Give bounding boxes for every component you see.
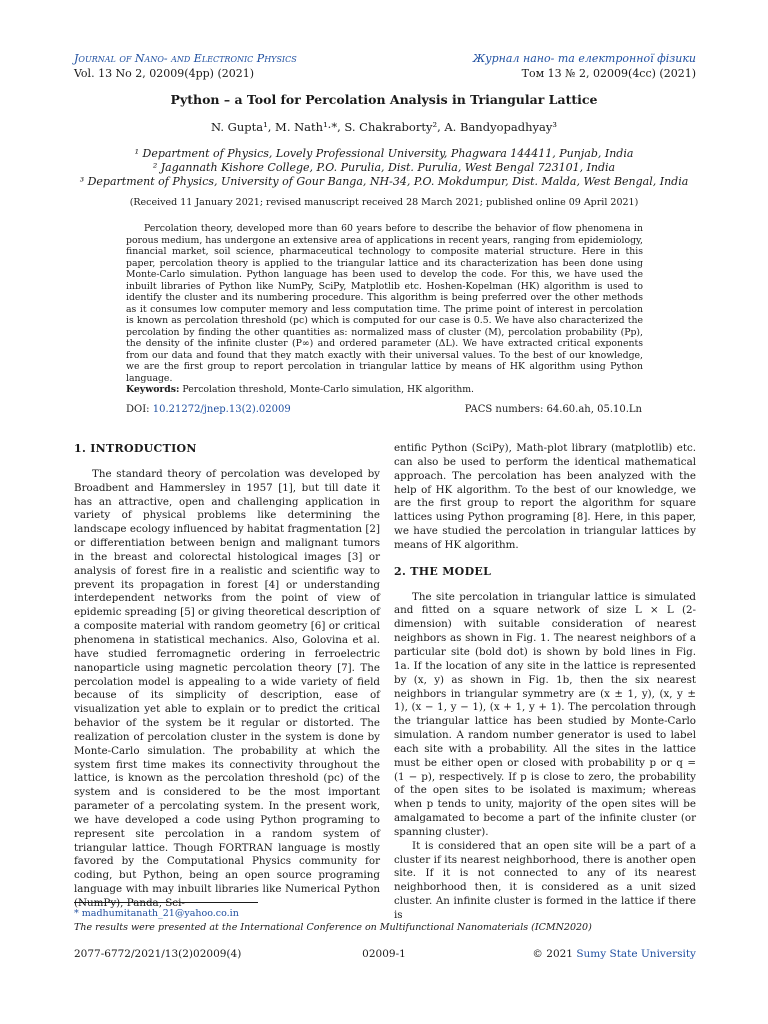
keywords-label: Keywords: xyxy=(126,384,180,395)
copyright xyxy=(532,948,696,960)
publisher-link[interactable]: Sumy State University xyxy=(576,948,696,960)
page-number: 02009-1 xyxy=(362,948,406,960)
left-column xyxy=(74,442,380,911)
issn-code: 2077-6772/2021/13(2)02009(4) xyxy=(74,948,242,960)
model-paragraph-2: It is considered that an open site will be a part of a cluster if its nearest neighborhood, there is another open site. If it is not connected to any of its nearest neighborhood then, it is considered as a unit sized cluster. An infinite cluster is formed in the lattice if there is xyxy=(394,839,696,921)
conference-note: The results were presented at the International Conference on Multifunctional Nanomaterials (ICMN2020) xyxy=(74,922,592,933)
footnote-divider xyxy=(74,902,258,903)
keywords-text: Percolation threshold, Monte-Carlo simulation, HK algorithm. xyxy=(179,384,475,395)
journal-name-uk: Журнал нано- та електронної фізики xyxy=(472,52,696,65)
affiliation-1: ¹ Department of Physics, Lovely Professional University, Phagwara 144411, Punjab, India xyxy=(134,147,634,160)
pacs-numbers: PACS numbers: 64.60.ah, 05.10.Ln xyxy=(464,404,642,415)
section-heading-introduction: 1. INTRODUCTION xyxy=(74,442,197,455)
paper-title: Python – a Tool for Percolation Analysis in Triangular Lattice xyxy=(170,92,598,107)
section-heading-model: 2. THE MODEL xyxy=(394,564,492,578)
received-dates: (Received 11 January 2021; revised manuscript received 28 March 2021; published online 09 April 2021) xyxy=(129,197,639,208)
right-column xyxy=(394,442,696,923)
intro-paragraph-1: The standard theory of percolation was developed by Broadbent and Hammersley in 1957 [1], but till date it has an attractive, open and challenging application in variety of physical problems like determining the landscape ecology influenced by habitat fragmentation [2] or differentiation between benign and malignant tumors in the breast and colorectal histological images [3] or analysis of forest fire in a realistic and scientific way to prevent its propagation in forest [4] or understanding interdependent networks from the point of view of epidemic spreading [5] or giving theoretical description of a composite material with random geometry [6] or critical phenomena in statistical mechanics. Also, Golovina et al. have studied ferromagnetic ordering in ferroelectric nanoparticle using magnetic percolation theory [7]. The percolation model is appealing to a wide variety of field because of its simplicity of description, ease of visualization yet able to explain or to predict the critical behavior of the system be it regular or distorted. The realization of percolation cluster in the system is done by Monte-Carlo simulation. The probability at which the system first time makes its connectivity throughout the lattice, is known as the percolation threshold (pc) of the system and is considered to be the most important parameter of a percolating system. In the present work, we have developed a code using Python programing to represent site percolation in a random system of triangular lattice. Though FORTRAN language is mostly favored by the Computational Physics community for coding, but Python, being an open source programing language with may inbuilt libraries like Numerical Python (NumPy), Panda, Sci- xyxy=(74,467,380,909)
affiliation-2: ² Jagannath Kishore College, P.O. Purulia, Dist. Purulia, West Bengal 723101, India xyxy=(152,161,616,174)
model-paragraph-1: The site percolation in triangular lattice is simulated and fitted on a square network of size L × L (2-dimension) with suitable consideration of nearest neighbors as shown in Fig. 1. The nearest neighbors of a particular site (bold dot) is shown by bold lines in Fig. 1a. If the location of any site in the lattice is represented by (x, y) as shown in Fig. 1b, then the six nearest neighbors in triangular symmetry are (x ± 1, y), (x, y ± 1), (x − 1, y − 1), (x + 1, y + 1). The percolation through the triangular lattice has been studied by Monte-Carlo simulation. A random number generator is used to label each site with a probability. All the sites in the lattice must be either open or closed with probability p or q = (1 − p), respectively. If p is close to zero, the probability of the open sites to be isolated is maximum; whereas when p tends to unity, majority of the open sites will be amalgamated to become a part of the infinite cluster (or spanning cluster). xyxy=(394,590,696,838)
copyright-text: © 2021 xyxy=(532,948,577,960)
corresponding-email-link[interactable]: * madhumitanath_21@yahoo.co.in xyxy=(74,908,239,919)
doi xyxy=(126,404,291,415)
volume-info-en: Vol. 13 No 2, 02009(4pp) (2021) xyxy=(74,67,255,80)
intro-paragraph-2: entific Python (SciPy), Math-plot library (matplotlib) etc. can also be used to perform the identical mathematical approach. The percolation has been analyzed with the help of HK algorithm. To the best of our knowledge, we are the first group to report the algorithm for square lattices using Python programing [8]. Here, in this paper, we have studied the percolation in triangular lattices by means of HK algorithm. xyxy=(394,442,696,551)
journal-name-en: Journal of Nano- and Electronic Physics xyxy=(74,52,297,65)
author-list: N. Gupta¹, M. Nath¹·*, S. Chakraborty², A. Bandyopadhyay³ xyxy=(211,120,557,134)
volume-info-uk: Том 13 № 2, 02009(4cc) (2021) xyxy=(521,67,696,80)
abstract: Percolation theory, developed more than 60 years before to describe the behavior of flow phenomena in porous medium, has undergone an extensive area of applications in recent years, ranging from epidemiology, financial market, soil science, pharmaceutical technology to composite material structure. Here in this paper, percolation theory is applied to the triangular lattice and its characterization has been done using Monte-Carlo simulation. Python language has been used to develop the code. For this, we have used the inbuilt libraries of Python like NumPy, SciPy, Matplotlib etc. Hoshen-Kopelman (HK) algorithm is used to identify the cluster and its numbering procedure. This algorithm is being preferred over the other methods as it consumes low computer memory and less computation time. The prime point of interest in percolation is known as percolation threshold (pc) which is computed for our case is 0.5. We have also characterized the percolation by finding the other quantities as: normalized mass of cluster (M), percolation probability (Pp), the density of the infinite cluster (P∞) and ordered parameter (ΔL). We have extracted critical exponents from our data and found that they match exactly with their universal values. To the best of our knowledge, we are the first group to report percolation in triangular lattice by means of HK algorithm using Python language. xyxy=(126,223,643,384)
doi-link[interactable]: 10.21272/jnep.13(2).02009 xyxy=(152,404,291,415)
doi-label: DOI: xyxy=(126,404,153,415)
affiliation-3: ³ Department of Physics, University of Gour Banga, NH-34, P.O. Mokdumpur, Dist. Malda, West Bengal, India xyxy=(79,175,689,188)
keywords xyxy=(126,384,643,395)
